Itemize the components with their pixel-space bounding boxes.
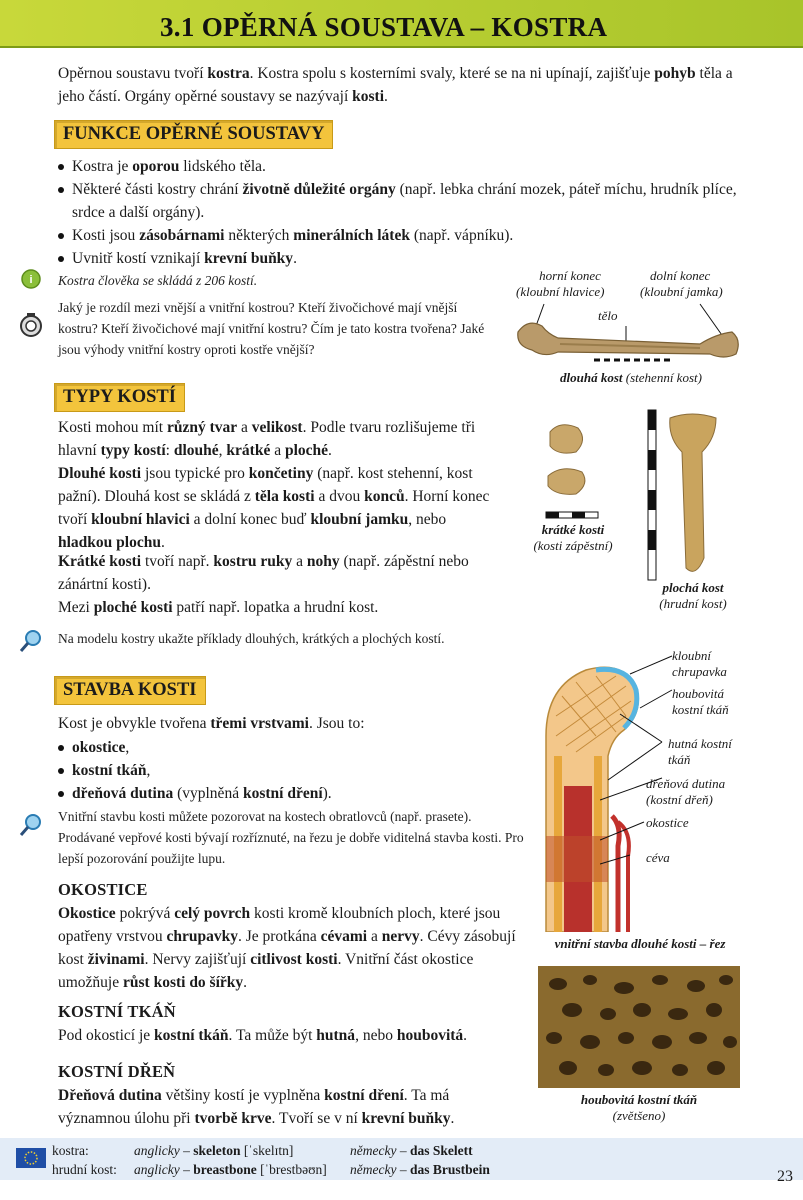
magnifier-icon bbox=[18, 628, 44, 654]
spongy-tissue-image bbox=[538, 966, 740, 1088]
list-item: Uvnitř kostí vznikají krevní buňky. bbox=[56, 247, 756, 270]
typy-paragraph-3: Krátké kosti tvoří např. kostru ruky a nohy (např. zápěstní nebo zánártní kosti). bbox=[58, 553, 469, 593]
typy-paragraph-4: Mezi ploché kosti patří např. lopatka a hrudní kost. bbox=[58, 599, 379, 616]
funkce-list bbox=[56, 155, 756, 270]
spongy-caption: houbovitá kostní tkáň (zvětšeno) bbox=[580, 1092, 698, 1123]
magnifier-icon bbox=[18, 812, 44, 838]
section-heading-typy: TYPY KOSTÍ bbox=[54, 383, 185, 412]
subheading-kostni-dren: KOSTNÍ DŘEŇ bbox=[58, 1062, 176, 1081]
stavba-paragraph: Kost je obvykle tvořena třemi vrstvami. Jsou to: bbox=[58, 715, 365, 732]
intro-paragraph: Opěrnou soustavu tvoří kostra. Kostra spolu s kosterními svaly, které se na ni upínají, zajišťuje pohyb těla a jeho částí. Orgány opěrné soustavy se nazývají kosti. bbox=[58, 65, 733, 105]
fig-label: houbovitá bbox=[672, 686, 724, 701]
fig-label: hutná kostní bbox=[668, 736, 732, 751]
fig-label: kloubní bbox=[672, 648, 711, 663]
stavba-list bbox=[56, 736, 516, 805]
fig-label: dolní konec bbox=[650, 268, 711, 283]
vocab-row-de: německy – das Brustbein bbox=[350, 1162, 490, 1177]
fig-label: tělo bbox=[598, 308, 618, 323]
fig-label: (kloubní hlavice) bbox=[516, 284, 605, 299]
section-heading-funkce: FUNKCE OPĚRNÉ SOUSTAVY bbox=[54, 120, 333, 149]
question-icon bbox=[18, 312, 44, 338]
short-bones-image bbox=[540, 418, 606, 524]
svg-text:i: i bbox=[29, 274, 33, 286]
okostice-paragraph: Okostice pokrývá celý povrch kosti kromě kloubních ploch, které jsou opatřeny vrstvou chrupavky. Je protkána cévami a nervy. Cévy zásobují kost živinami. Nervy zajišťují citlivost kosti. Vnitřní část okostice umožňuje růst kosti do šířky. bbox=[58, 905, 516, 991]
long-bone-image bbox=[510, 300, 746, 372]
fig-label: chrupavka bbox=[672, 664, 727, 679]
fig-label: horní konec bbox=[539, 268, 601, 283]
list-item: Kosti jsou zásobárnami některých minerálních látek (např. vápníku). bbox=[56, 224, 756, 247]
flat-bone-caption: plochá kost (hrudní kost) bbox=[659, 580, 727, 611]
vocab-row-de: německy – das Skelett bbox=[350, 1143, 473, 1158]
page-title: 3.1 OPĚRNÁ SOUSTAVA – KOSTRA bbox=[160, 12, 608, 42]
subheading-okostice: OKOSTICE bbox=[58, 880, 148, 899]
list-item: Některé části kostry chrání životně důležité orgány (např. lebka chrání mozek, páteř míchu, hrudník plíce, srdce a další orgány). bbox=[56, 178, 756, 224]
typy-paragraph-1: Kosti mohou mít různý tvar a velikost. Podle tvaru rozlišujeme tři hlavní typy kostí: dlouhé, krátké a ploché. bbox=[58, 419, 476, 459]
typy-note: Na modelu kostry ukažte příklady dlouhých, krátkých a plochých kostí. bbox=[58, 631, 445, 646]
flat-bone-image bbox=[646, 408, 722, 584]
page-number: 23 bbox=[777, 1168, 793, 1185]
info-icon bbox=[20, 268, 42, 290]
fig-label: céva bbox=[646, 850, 670, 865]
stavba-note: Vnitřní stavbu kosti můžete pozorovat na kostech obratlovců (např. prasete). Prodávané vepřové kosti bývají rozříznuté, na řezu je dobře viditelná stavba kosti. Pro lepší pozorování použijte lupu. bbox=[58, 809, 524, 866]
long-bone-caption: dlouhá kost (stehenní kost) bbox=[560, 370, 702, 385]
fig-label: okostice bbox=[646, 815, 689, 830]
question-text: Jaký je rozdíl mezi vnější a vnitřní kostrou? Kteří živočichové mají vnější kostru? Kteří živočichové mají vnitřní kostru? Čím je tato kostra tvořena? Jaké jsou výhody vnitřní kostry oproti kostře vnější? bbox=[58, 300, 485, 357]
section-caption: vnitřní stavba dlouhé kosti – řez bbox=[554, 936, 726, 951]
fig-label: tkáň bbox=[668, 752, 691, 767]
vocab-row: kostra: anglicky – skeleton [ˈskelɪtn] bbox=[52, 1143, 294, 1158]
subheading-kostni-tkan: KOSTNÍ TKÁŇ bbox=[58, 1002, 176, 1021]
fig-label: dřeňová dutina bbox=[646, 776, 726, 791]
fig-label: kostní tkáň bbox=[672, 702, 729, 717]
fact-note: Kostra člověka se skládá z 206 kostí. bbox=[58, 273, 258, 288]
fig-label: (kostní dřeň) bbox=[646, 792, 713, 807]
list-item: okostice, bbox=[56, 736, 516, 759]
section-heading-stavba: STAVBA KOSTI bbox=[54, 676, 206, 705]
short-bones-caption: krátké kosti (kosti zápěstní) bbox=[533, 522, 613, 553]
fig-label: (kloubní jamka) bbox=[640, 284, 723, 299]
list-item: kostní tkáň, bbox=[56, 759, 516, 782]
list-item: Kostra je oporou lidského těla. bbox=[56, 155, 756, 178]
vocab-row: hrudní kost: anglicky – breastbone [ˈbrestbəʊn] bbox=[52, 1162, 327, 1177]
kostni-tkan-paragraph: Pod okosticí je kostní tkáň. Ta může být hutná, nebo houbovitá. bbox=[58, 1027, 468, 1044]
typy-paragraph-2: Dlouhé kosti jsou typické pro končetiny (např. kost stehenní, kost pažní). Dlouhá kost se skládá z těla kosti a dvou konců. Horní konec tvoří kloubní hlavici a dolní konec buď kloubní jamku, nebo hladkou plochu. bbox=[58, 465, 490, 551]
kostni-dren-paragraph: Dřeňová dutina většiny kostí je vyplněna kostní dření. Ta má významnou úlohu při tvorbě krve. Tvoří se v ní krevní buňky. bbox=[58, 1087, 455, 1127]
list-item: dřeňová dutina (vyplněná kostní dření). bbox=[56, 782, 516, 805]
eu-flag-icon bbox=[16, 1148, 46, 1168]
